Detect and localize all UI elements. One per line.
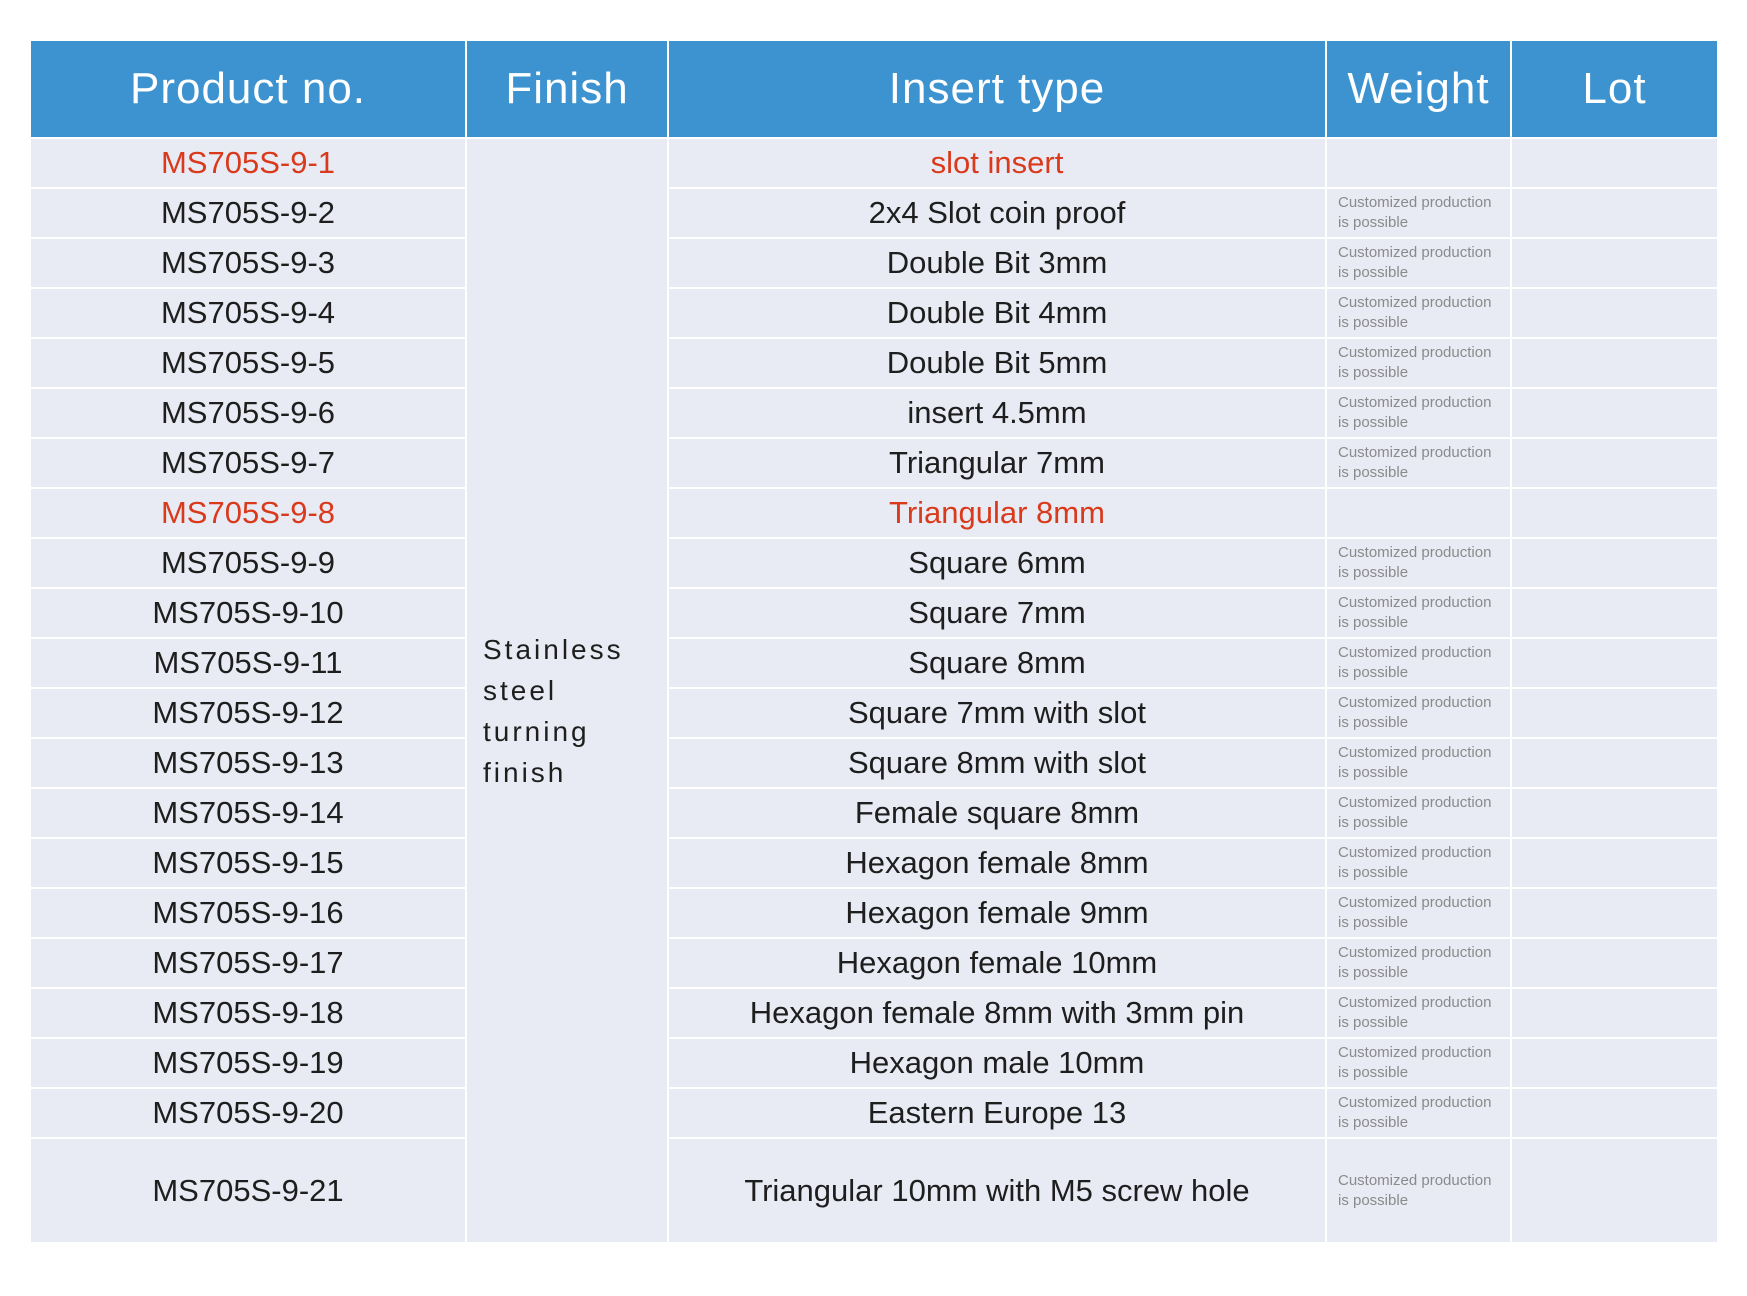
lot-cell	[1512, 389, 1717, 439]
weight-note-line: is possible	[1338, 614, 1409, 631]
header-lot: Lot	[1512, 41, 1717, 139]
lot-cell	[1512, 539, 1717, 589]
weight-note-line: is possible	[1338, 1114, 1409, 1131]
finish-cell	[467, 139, 669, 1244]
lot-cell	[1512, 839, 1717, 889]
lot-cell	[1512, 1039, 1717, 1089]
weight-note-line: is possible	[1338, 314, 1409, 331]
weight-note-line: is possible	[1338, 764, 1409, 781]
weight-note-line: is possible	[1338, 964, 1409, 981]
finish-text-line: steel	[483, 674, 558, 706]
weight-note-line: is possible	[1338, 214, 1409, 231]
weight-cell	[1327, 939, 1512, 989]
lot-cell	[1512, 589, 1717, 639]
weight-note-line: Customized production	[1338, 744, 1492, 761]
product-no-cell: MS705S-9-10	[31, 589, 467, 639]
weight-note-line: is possible	[1338, 364, 1409, 381]
weight-cell	[1327, 289, 1512, 339]
weight-note-line: Customized production	[1338, 244, 1492, 261]
weight-cell	[1327, 1039, 1512, 1089]
table-row	[31, 1139, 1717, 1244]
lot-cell	[1512, 489, 1717, 539]
finish-text-line: turning	[483, 715, 590, 747]
product-no-cell: MS705S-9-8	[31, 489, 467, 539]
product-no-cell: MS705S-9-9	[31, 539, 467, 589]
weight-note-line: Customized production	[1338, 794, 1492, 811]
insert-type-cell: Triangular 8mm	[669, 489, 1327, 539]
table-row	[31, 689, 1717, 739]
table-row	[31, 739, 1717, 789]
weight-note-line: is possible	[1338, 564, 1409, 581]
product-no-cell: MS705S-9-15	[31, 839, 467, 889]
table-row	[31, 389, 1717, 439]
insert-type-cell: Hexagon female 10mm	[669, 939, 1327, 989]
insert-type-cell: Square 7mm with slot	[669, 689, 1327, 739]
insert-type-cell: Square 6mm	[669, 539, 1327, 589]
product-no-cell: MS705S-9-13	[31, 739, 467, 789]
product-table	[31, 41, 1717, 1244]
table-row	[31, 139, 1717, 189]
lot-cell	[1512, 989, 1717, 1039]
lot-cell	[1512, 1139, 1717, 1244]
header-finish: Finish	[467, 41, 669, 139]
weight-note-line: is possible	[1338, 464, 1409, 481]
weight-cell	[1327, 1089, 1512, 1139]
insert-type-cell: Hexagon female 8mm with 3mm pin	[669, 989, 1327, 1039]
product-no-cell: MS705S-9-18	[31, 989, 467, 1039]
lot-cell	[1512, 889, 1717, 939]
insert-type-cell: 2x4 Slot coin proof	[669, 189, 1327, 239]
insert-type-cell: Double Bit 4mm	[669, 289, 1327, 339]
lot-cell	[1512, 739, 1717, 789]
table-row	[31, 289, 1717, 339]
insert-type-cell: Hexagon female 9mm	[669, 889, 1327, 939]
product-no-cell: MS705S-9-14	[31, 789, 467, 839]
table-row	[31, 1089, 1717, 1139]
weight-cell	[1327, 589, 1512, 639]
weight-note-line: is possible	[1338, 864, 1409, 881]
weight-note-line: is possible	[1338, 1191, 1409, 1209]
weight-note-line: Customized production	[1338, 344, 1492, 361]
product-no-cell: MS705S-9-7	[31, 439, 467, 489]
table-row	[31, 639, 1717, 689]
finish-text-line: finish	[483, 756, 567, 788]
insert-type-cell: Square 7mm	[669, 589, 1327, 639]
header-insert-type: Insert type	[669, 41, 1327, 139]
insert-type-cell: Hexagon male 10mm	[669, 1039, 1327, 1089]
insert-type-cell: Eastern Europe 13	[669, 1089, 1327, 1139]
insert-type-cell: Square 8mm	[669, 639, 1327, 689]
weight-note-line: Customized production	[1338, 844, 1492, 861]
weight-note-line: is possible	[1338, 1064, 1409, 1081]
product-no-cell: MS705S-9-1	[31, 139, 467, 189]
lot-cell	[1512, 339, 1717, 389]
lot-cell	[1512, 439, 1717, 489]
lot-cell	[1512, 139, 1717, 189]
insert-type-cell: insert 4.5mm	[669, 389, 1327, 439]
insert-type-cell: Triangular 7mm	[669, 439, 1327, 489]
weight-note-line: Customized production	[1338, 1044, 1492, 1061]
weight-note-line: Customized production	[1338, 994, 1492, 1011]
product-no-cell: MS705S-9-2	[31, 189, 467, 239]
weight-cell	[1327, 1139, 1512, 1244]
weight-note-line: Customized production	[1338, 644, 1492, 661]
table-body	[31, 139, 1717, 1244]
product-no-cell: MS705S-9-21	[31, 1139, 467, 1244]
weight-note-line: Customized production	[1338, 394, 1492, 411]
weight-cell	[1327, 689, 1512, 739]
weight-note-line: Customized production	[1338, 544, 1492, 561]
product-no-cell: MS705S-9-3	[31, 239, 467, 289]
weight-note-line: is possible	[1338, 264, 1409, 281]
lot-cell	[1512, 1089, 1717, 1139]
weight-cell	[1327, 139, 1512, 189]
product-no-cell: MS705S-9-11	[31, 639, 467, 689]
weight-note-line: Customized production	[1338, 594, 1492, 611]
table-row	[31, 239, 1717, 289]
product-no-cell: MS705S-9-6	[31, 389, 467, 439]
product-no-cell: MS705S-9-16	[31, 889, 467, 939]
weight-note-line: Customized production	[1338, 944, 1492, 961]
weight-cell	[1327, 839, 1512, 889]
table-row	[31, 589, 1717, 639]
header-weight: Weight	[1327, 41, 1512, 139]
table-row	[31, 889, 1717, 939]
header-product-no: Product no.	[31, 41, 467, 139]
weight-note-line: Customized production	[1338, 1094, 1492, 1111]
weight-cell	[1327, 739, 1512, 789]
table-row	[31, 839, 1717, 889]
weight-note-line: Customized production	[1338, 694, 1492, 711]
lot-cell	[1512, 189, 1717, 239]
lot-cell	[1512, 789, 1717, 839]
weight-cell	[1327, 389, 1512, 439]
weight-note-line: is possible	[1338, 714, 1409, 731]
header-row	[31, 41, 1717, 139]
insert-type-cell: Hexagon female 8mm	[669, 839, 1327, 889]
product-no-cell: MS705S-9-19	[31, 1039, 467, 1089]
product-no-cell: MS705S-9-5	[31, 339, 467, 389]
weight-note-line: Customized production	[1338, 294, 1492, 311]
lot-cell	[1512, 689, 1717, 739]
table-row	[31, 189, 1717, 239]
weight-note-line: Customized production	[1338, 1171, 1492, 1189]
weight-note-line: is possible	[1338, 664, 1409, 681]
weight-cell	[1327, 489, 1512, 539]
table-row	[31, 789, 1717, 839]
product-no-cell: MS705S-9-17	[31, 939, 467, 989]
lot-cell	[1512, 289, 1717, 339]
lot-cell	[1512, 939, 1717, 989]
product-no-cell: MS705S-9-20	[31, 1089, 467, 1139]
weight-cell	[1327, 639, 1512, 689]
weight-note-line: Customized production	[1338, 894, 1492, 911]
weight-note-line: is possible	[1338, 814, 1409, 831]
table-row	[31, 489, 1717, 539]
weight-cell	[1327, 339, 1512, 389]
weight-cell	[1327, 539, 1512, 589]
weight-cell	[1327, 189, 1512, 239]
table-row	[31, 989, 1717, 1039]
weight-note-line: is possible	[1338, 414, 1409, 431]
insert-type-cell: Square 8mm with slot	[669, 739, 1327, 789]
insert-type-cell: slot insert	[669, 139, 1327, 189]
table-row	[31, 439, 1717, 489]
table-row	[31, 339, 1717, 389]
product-no-cell: MS705S-9-12	[31, 689, 467, 739]
weight-note-line: Customized production	[1338, 444, 1492, 461]
weight-cell	[1327, 239, 1512, 289]
weight-cell	[1327, 789, 1512, 839]
table-row	[31, 939, 1717, 989]
table-row	[31, 1039, 1717, 1089]
product-no-cell: MS705S-9-4	[31, 289, 467, 339]
lot-cell	[1512, 239, 1717, 289]
weight-note-line: Customized production	[1338, 194, 1492, 211]
lot-cell	[1512, 639, 1717, 689]
finish-text-line: Stainless	[483, 633, 624, 665]
weight-note-line: is possible	[1338, 914, 1409, 931]
weight-cell	[1327, 889, 1512, 939]
table-row	[31, 539, 1717, 589]
weight-cell	[1327, 989, 1512, 1039]
weight-note-line: is possible	[1338, 1014, 1409, 1031]
insert-type-cell: Triangular 10mm with M5 screw hole	[669, 1139, 1327, 1244]
insert-type-cell: Double Bit 5mm	[669, 339, 1327, 389]
insert-type-cell: Female square 8mm	[669, 789, 1327, 839]
weight-cell	[1327, 439, 1512, 489]
insert-type-cell: Double Bit 3mm	[669, 239, 1327, 289]
